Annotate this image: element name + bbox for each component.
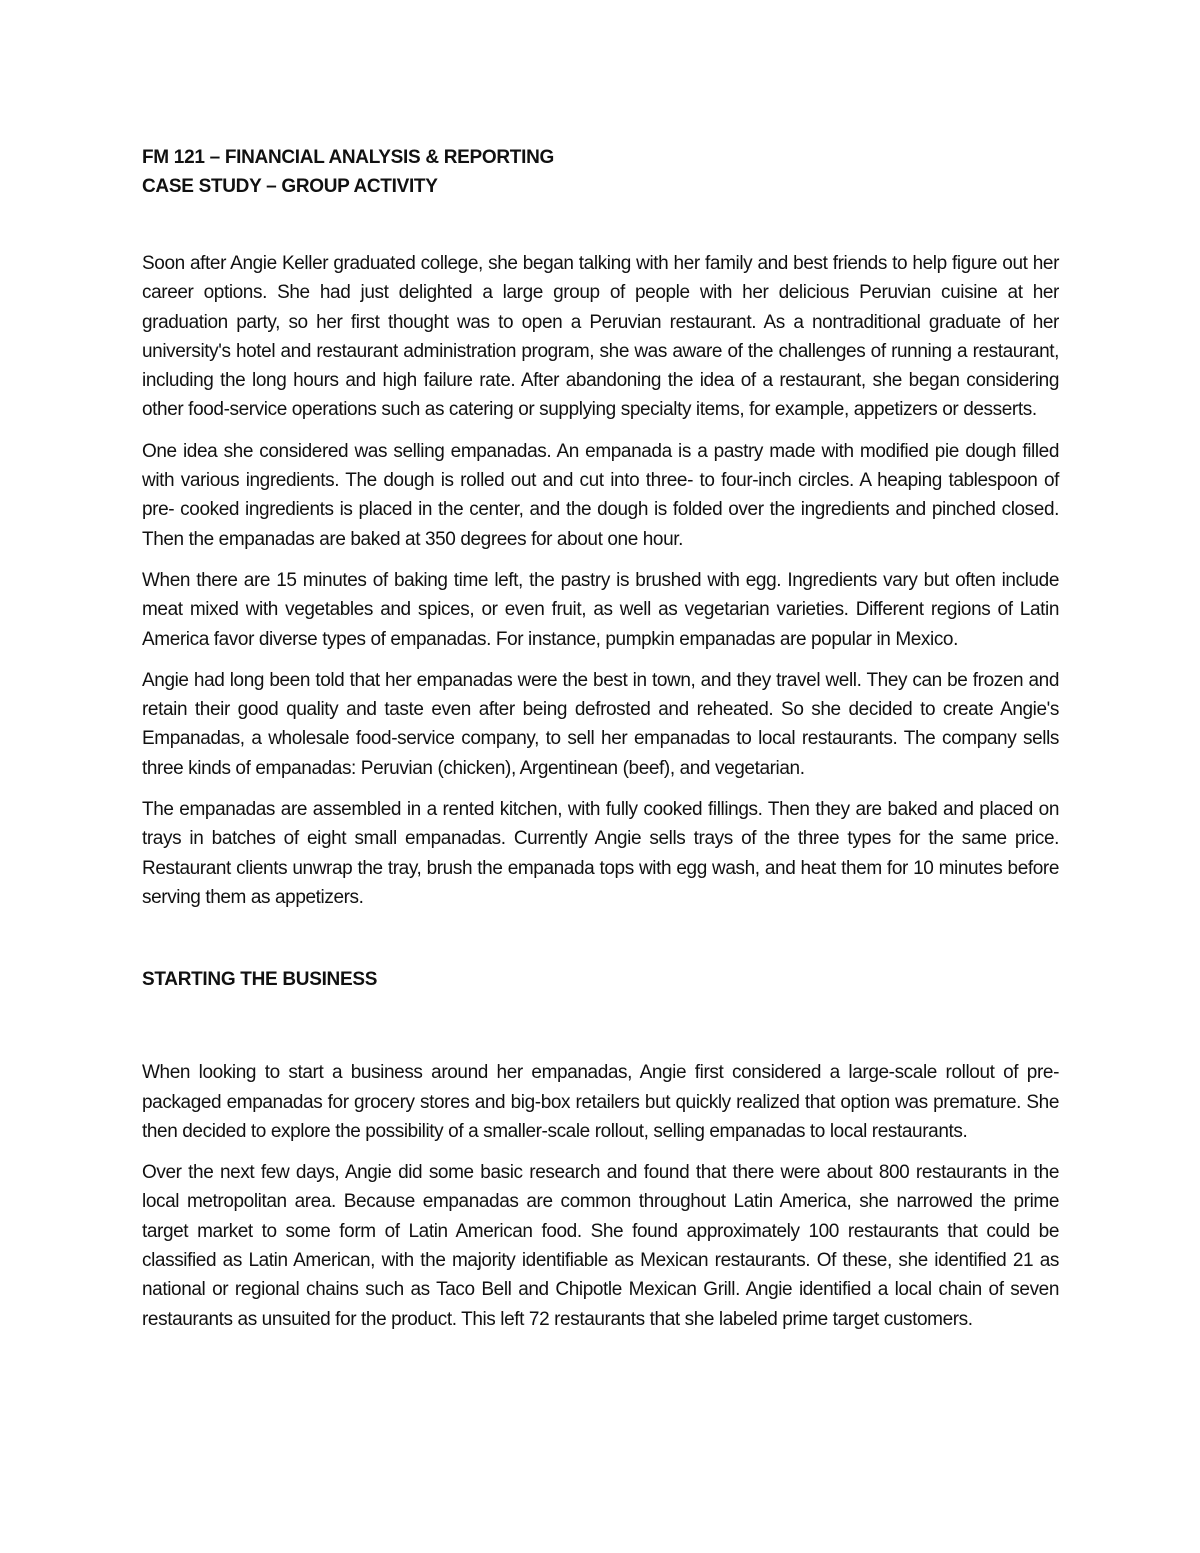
paragraph-section-2: Over the next few days, Angie did some basic research and found that there were about 800 restaurants in the local metropolitan area. Because empanadas are common throughout Latin America, she narrowed the prime target market to some form of Latin American food. She found approximately 100 restaurants that could be classified as Latin American, with the majority identifiable as Mexican restaurants. Of these, she identified 21 as national or regional chains such as Taco Bell and Chipotle Mexican Grill. Angie identified a local chain of seven restaurants as unsuited for the product. This left 72 restaurants that she labeled prime target customers. (142, 1162, 1059, 1330)
section-heading: STARTING THE BUSINESS (142, 969, 378, 991)
paragraph-intro-2: One idea she considered was selling empanadas. An empanada is a pastry made with modified pie dough filled with various ingredients. The dough is rolled out and cut into three- to four-inch circles. A heaping tablespoon of pre- cooked ingredients is placed in the center, and the dough is folded over the ingredients and pinched closed. Then the empanadas are baked at 350 degrees for about one hour. (142, 440, 1059, 550)
title-block (142, 143, 1059, 201)
case-study-subtitle: CASE STUDY – GROUP ACTIVITY (142, 176, 438, 197)
document-page (142, 143, 1059, 1346)
paragraph-section-1: When looking to start a business around her empanadas, Angie first considered a large-scale rollout of pre-packaged empanadas for grocery stores and big-box retailers but quickly realized that option was premature. She then decided to explore the possibility of a smaller-scale rollout, selling empanadas to local restaurants. (142, 1062, 1059, 1142)
paragraph-intro-1: Soon after Angie Keller graduated college, she began talking with her family and best friends to help figure out her career options. She had just delighted a large group of people with her delicious Peruvian cuisine at her graduation party, so her first thought was to open a Peruvian restaurant. As a nontraditional graduate of her university's hotel and restaurant administration program, she was aware of the challenges of running a restaurant, including the long hours and high failure rate. After abandoning the idea of a restaurant, she began considering other food-service operations such as catering or supplying specialty items, for example, appetizers or desserts. (142, 253, 1059, 421)
paragraph-intro-4: Angie had long been told that her empanadas were the best in town, and they travel well. They can be frozen and retain their good quality and taste even after being defrosted and reheated. So she decided to create Angie's Empanadas, a wholesale food-service company, to sell her empanadas to local restaurants. The company sells three kinds of empanadas: Peruvian (chicken), Argentinean (beef), and vegetarian. (142, 669, 1059, 779)
paragraph-intro-5: The empanadas are assembled in a rented kitchen, with fully cooked fillings. Then they are baked and placed on trays in batches of eight small empanadas. Currently Angie sells trays of the three types for the same price. Restaurant clients unwrap the tray, brush the empanada tops with egg wash, and heat them for 10 minutes before serving them as appetizers. (142, 799, 1059, 908)
course-title: FM 121 – FINANCIAL ANALYSIS & REPORTING (142, 147, 554, 168)
paragraph-intro-3: When there are 15 minutes of baking time left, the pastry is brushed with egg. Ingredients vary but often include meat mixed with vegetables and spices, or even fruit, as well as vegetarian varieties. Different regions of Latin America favor diverse types of empanadas. For instance, pumpkin empanadas are popular in Mexico. (142, 569, 1059, 650)
